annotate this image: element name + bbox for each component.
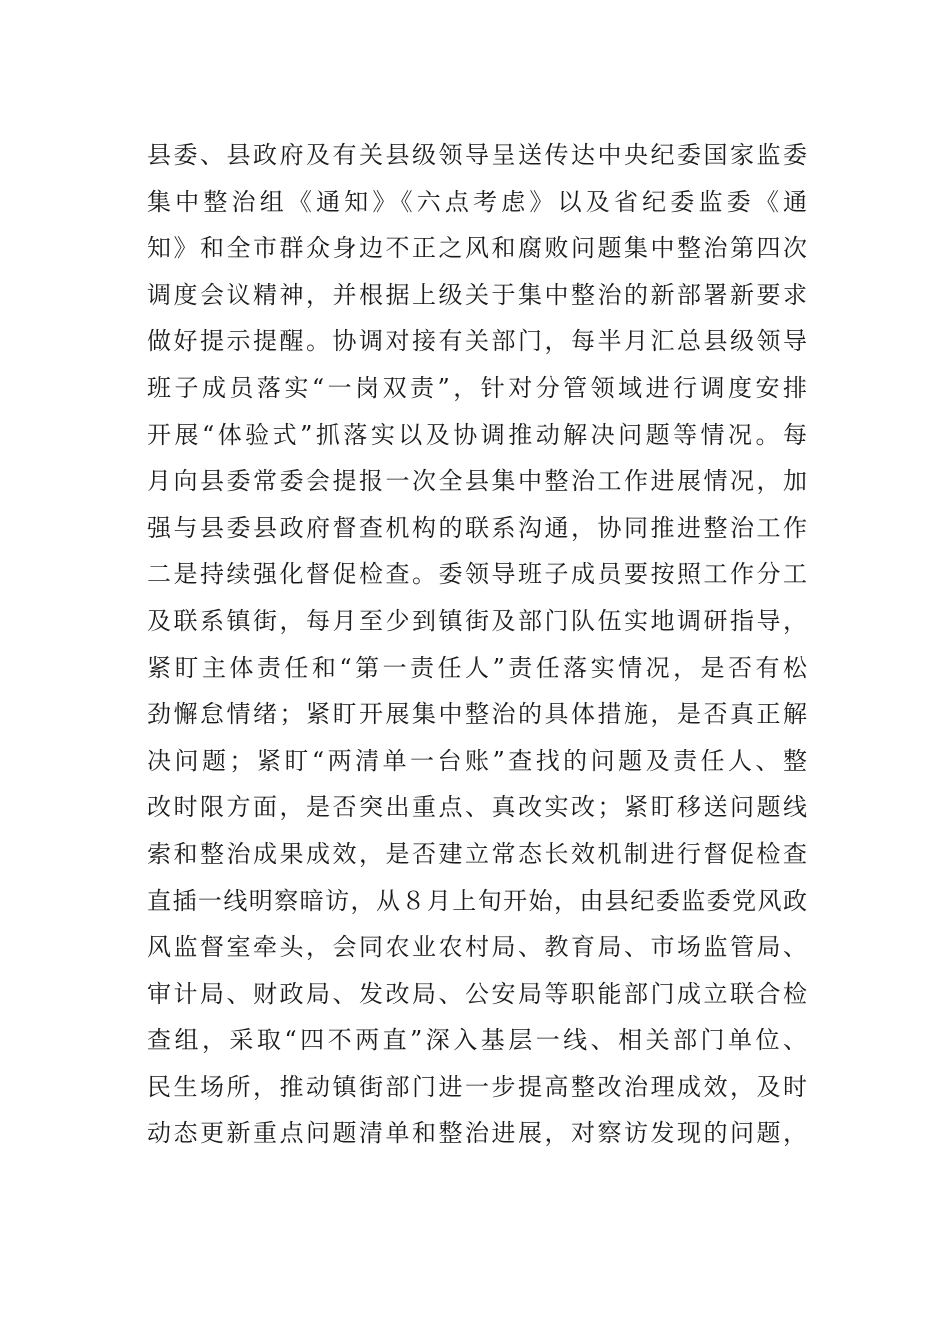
text-line: 劲懈怠情绪；紧盯开展集中整治的具体措施，是否真正解 — [147, 700, 807, 729]
text-line: 知》和全市群众身边不正之风和腐败问题集中整治第四次 — [147, 234, 807, 263]
text-line: 动态更新重点问题清单和整治进展，对察访发现的问题， — [147, 1119, 807, 1148]
body-text — [147, 132, 807, 1157]
text-line: 紧盯主体责任和“第一责任人”责任落实情况，是否有松 — [147, 653, 807, 682]
text-line: 审计局、财政局、发改局、公安局等职能部门成立联合检 — [147, 979, 807, 1008]
text-line: 集中整治组《通知》《六点考虑》以及省纪委监委《通 — [147, 187, 807, 216]
text-line: 查组，采取“四不两直”深入基层一线、相关部门单位、 — [147, 1026, 807, 1055]
text-line: 开展“体验式”抓落实以及协调推动解决问题等情况。每 — [147, 420, 807, 449]
text-line: 强与县委县政府督查机构的联系沟通，协同推进整治工作 — [147, 513, 807, 542]
text-line: 及联系镇街，每月至少到镇街及部门队伍实地调研指导， — [147, 606, 807, 635]
text-line: 做好提示提醒。协调对接有关部门，每半月汇总县级领导 — [147, 327, 807, 356]
text-line: 决问题；紧盯“两清单一台账”查找的问题及责任人、整 — [147, 746, 807, 775]
text-line: 索和整治成果成效，是否建立常态长效机制进行督促检查 — [147, 839, 807, 868]
text-line: 二是持续强化督促检查。委领导班子成员要按照工作分工 — [147, 560, 807, 589]
text-line: 调度会议精神，并根据上级关于集中整治的新部署新要求 — [147, 280, 807, 309]
text-line: 改时限方面，是否突出重点、真改实改；紧盯移送问题线 — [147, 793, 807, 822]
text-line: 县委、县政府及有关县级领导呈送传达中央纪委国家监委 — [147, 141, 807, 169]
text-line: 月向县委常委会提报一次全县集中整治工作进展情况，加 — [147, 467, 807, 496]
text-line: 民生场所，推动镇街部门进一步提高整改治理成效，及时 — [147, 1072, 807, 1101]
text-line: 班子成员落实“一岗双责”，针对分管领域进行调度安排 — [147, 373, 807, 402]
text-line: 直插一线明察暗访，从８月上旬开始，由县纪委监委党风政 — [147, 886, 807, 915]
text-line: 风监督室牵头，会同农业农村局、教育局、市场监管局、 — [147, 933, 807, 962]
